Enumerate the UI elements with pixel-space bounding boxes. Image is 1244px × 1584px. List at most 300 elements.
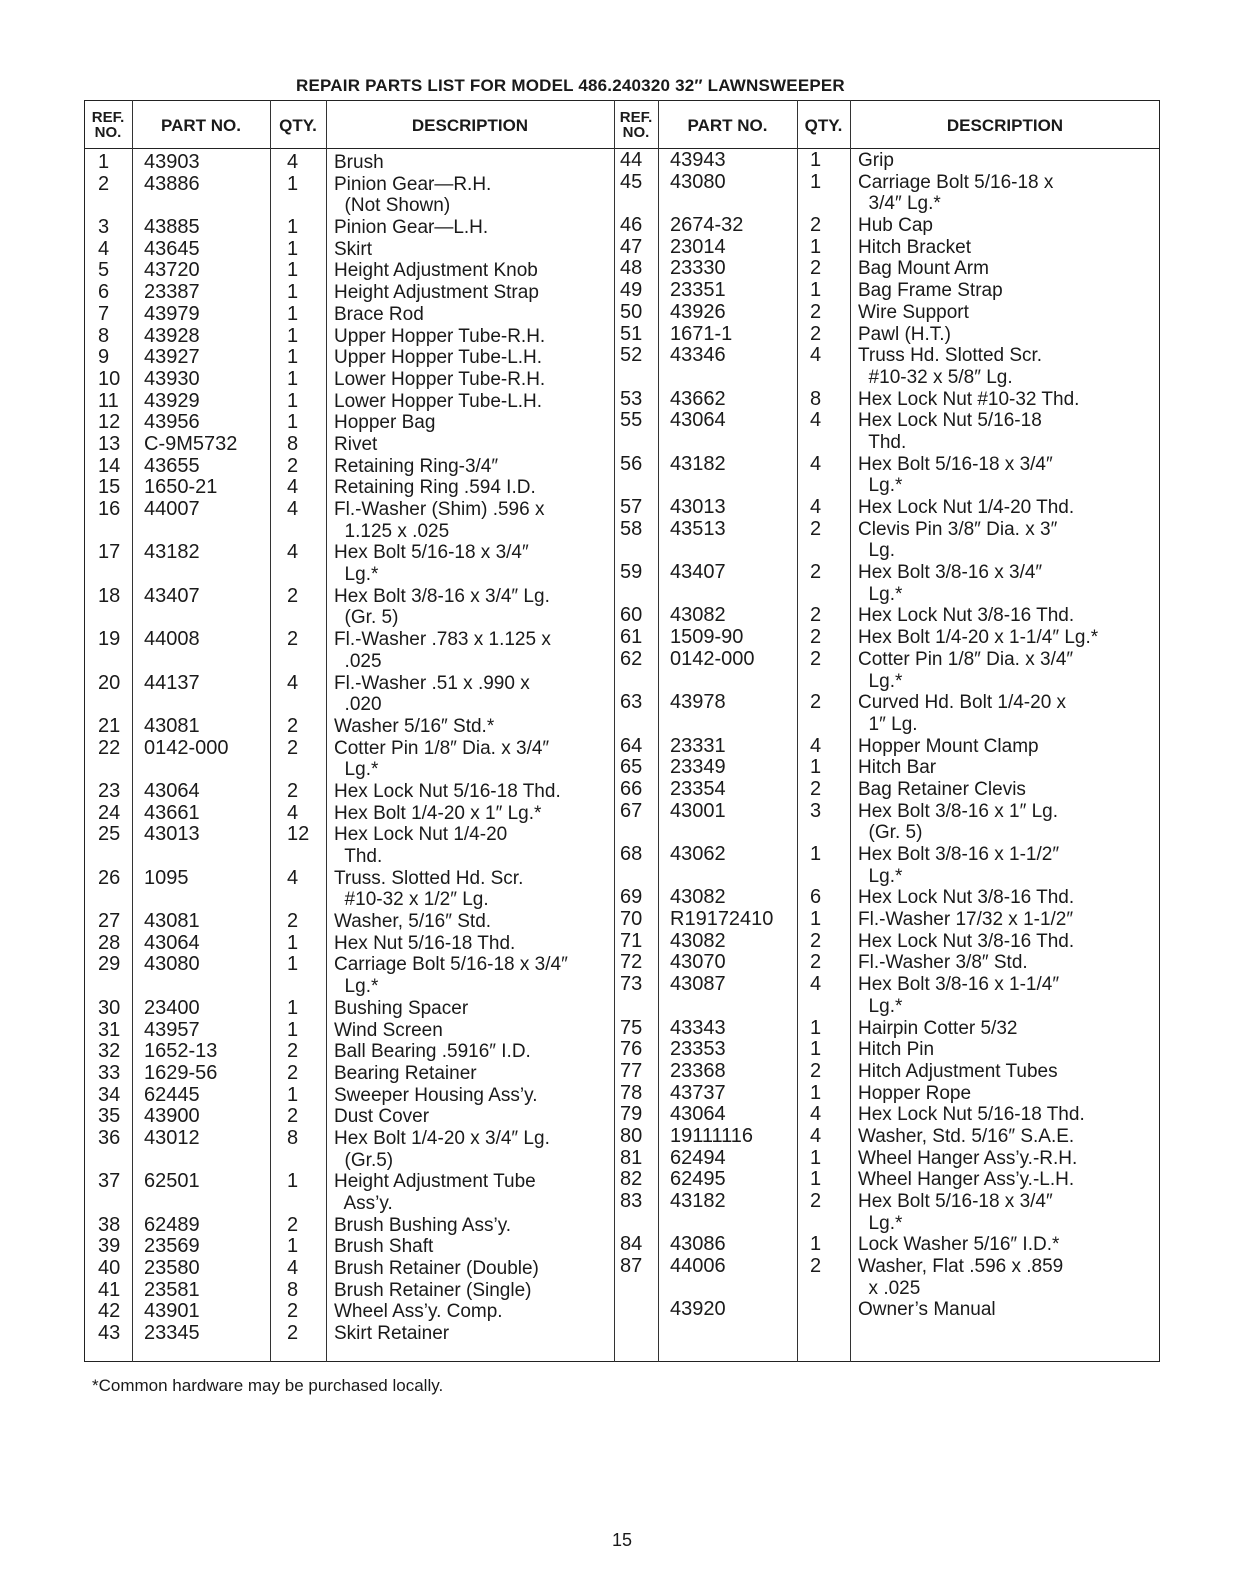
ref-number-cell: [98, 564, 120, 586]
description-cell: 1″ Lg.: [858, 713, 918, 735]
part-number-cell: 43978: [670, 691, 726, 714]
ref-number-cell: 75: [620, 1016, 643, 1039]
part-number-cell: 43062: [670, 843, 726, 865]
quantity-cell: 2: [810, 322, 822, 345]
quantity-cell: 2: [287, 910, 299, 933]
description-cell: (Gr. 5): [334, 607, 399, 629]
description-cell: Hairpin Cotter 5/32: [858, 1017, 1018, 1039]
ref-number-cell: 1: [98, 151, 110, 173]
quantity-cell: [287, 889, 309, 911]
description-cell: Clevis Pin 3/8″ Dia. x 3″: [858, 518, 1058, 540]
ref-number-cell: 82: [620, 1168, 643, 1191]
ref-number-cell: 29: [98, 953, 121, 976]
ref-number-cell: 60: [620, 604, 643, 627]
quantity-cell: 2: [810, 647, 822, 670]
description-cell: Brush Retainer (Double): [334, 1258, 539, 1280]
ref-number-cell: 76: [620, 1038, 643, 1061]
column-divider: [270, 100, 271, 1362]
description-cell: Hopper Mount Clamp: [858, 735, 1039, 757]
description-cell: Lg.*: [858, 670, 903, 692]
ref-number-cell: 12: [98, 411, 121, 434]
part-number-cell: 43661: [144, 801, 200, 824]
part-number-cell: 43407: [670, 561, 726, 584]
ref-number-cell: [620, 432, 642, 454]
part-number-cell: [670, 193, 773, 215]
ref-number-cell: 3: [98, 216, 110, 239]
part-number-cell: 43081: [144, 910, 200, 933]
quantity-cell: 2: [810, 1190, 822, 1212]
part-number-cell: 43645: [144, 237, 200, 260]
part-number-cell: [670, 367, 773, 389]
quantity-cell: 1: [810, 170, 822, 193]
quantity-cell: 1: [810, 149, 822, 171]
description-cell: Retaining Ring-3/4″: [334, 455, 499, 477]
part-number-cell: 43080: [670, 170, 726, 193]
description-cell: Wheel Hanger Ass’y.-L.H.: [858, 1169, 1075, 1191]
description-cell: Skirt Retainer: [334, 1323, 450, 1345]
ref-number-cell: 48: [620, 257, 643, 280]
part-number-cell: 62501: [144, 1170, 200, 1193]
quantity-cell: 2: [810, 777, 822, 800]
ref-number-cell: 77: [620, 1059, 643, 1082]
description-cell: Lg.*: [858, 995, 903, 1017]
quantity-cell: 4: [287, 498, 299, 520]
part-number-cell: [144, 521, 237, 543]
ref-number-cell: 78: [620, 1081, 643, 1104]
ref-number-cell: [620, 475, 642, 497]
description-cell: Hex Bolt 3/8-16 x 3/4″ Lg.: [334, 585, 550, 607]
part-number-cell: 23014: [670, 235, 726, 258]
ref-number-cell: 15: [98, 476, 121, 499]
part-number-cell: [670, 996, 773, 1018]
ref-number-cell: [620, 193, 642, 215]
ref-number-cell: 10: [98, 367, 121, 390]
ref-number-cell: 81: [620, 1146, 643, 1169]
description-cell: Wind Screen: [334, 1019, 443, 1041]
ref-number-cell: [98, 1150, 120, 1172]
description-cell: Hex Lock Nut 5/16-18 Thd.: [334, 780, 561, 802]
description-cell: .020: [334, 694, 382, 716]
description-cell: Hopper Bag: [334, 412, 436, 434]
part-number-cell: 62495: [670, 1168, 726, 1191]
column-divider: [850, 100, 851, 1362]
quantity-cell: 1: [810, 908, 822, 931]
ref-number-cell: 9: [98, 346, 110, 369]
quantity-cell: 2: [287, 779, 299, 802]
part-number-cell: 43080: [144, 953, 200, 976]
quantity-cell: 6: [810, 886, 822, 909]
description-cell: Brush: [334, 152, 384, 173]
ref-number-cell: [620, 1278, 642, 1300]
part-number-cell: 43886: [144, 172, 200, 195]
description-cell: Washer, 5/16″ Std.: [334, 911, 492, 933]
ref-number-cell: 58: [620, 517, 643, 540]
part-number-cell: 23354: [670, 777, 726, 800]
quantity-cell: 2: [810, 604, 822, 627]
description-cell: (Not Shown): [334, 195, 451, 217]
part-number-cell: 1671-1: [670, 322, 733, 345]
quantity-cell: 1: [810, 1146, 822, 1169]
description-cell: Wheel Ass’y. Comp.: [334, 1301, 503, 1323]
quantity-cell: [287, 976, 309, 998]
ref-number-cell: [620, 1299, 642, 1321]
ref-number-cell: [620, 671, 642, 693]
part-number-cell: 43930: [144, 367, 200, 390]
quantity-cell: [287, 759, 309, 781]
quantity-cell: 2: [810, 691, 822, 714]
part-number-cell: [144, 694, 237, 716]
part-number-cell: 44137: [144, 671, 200, 694]
ref-number-cell: [98, 694, 120, 716]
ref-number-cell: 52: [620, 344, 643, 367]
quantity-cell: 1: [287, 1018, 299, 1041]
ref-number-cell: 38: [98, 1213, 121, 1236]
description-cell: Curved Hd. Bolt 1/4-20 x: [858, 692, 1067, 714]
column-divider: [326, 100, 327, 1362]
header-qty: QTY.: [804, 115, 843, 135]
description-column: [334, 152, 568, 1345]
part-number-cell: [670, 714, 773, 736]
description-cell: Bag Retainer Clevis: [858, 778, 1026, 800]
quantity-cell: 2: [810, 1255, 822, 1278]
ref-number-cell: 23: [98, 779, 121, 802]
description-cell: Thd.: [334, 846, 383, 867]
part-number-cell: 44006: [670, 1255, 726, 1278]
description-cell: Pinion Gear—R.H.: [334, 173, 492, 195]
part-number-cell: [670, 866, 773, 888]
part-number-column: [670, 150, 773, 1321]
header-ref-no: REF. NO.: [91, 109, 125, 141]
description-cell: Hex Bolt 5/16-18 x 3/4″: [858, 1191, 1053, 1212]
ref-number-cell: 36: [98, 1126, 121, 1149]
quantity-cell: 1: [287, 237, 299, 260]
part-number-cell: 23368: [670, 1059, 726, 1082]
ref-number-cell: 7: [98, 302, 110, 325]
description-cell: Hex Bolt 1/4-20 x 1-1/4″ Lg.*: [858, 627, 1099, 649]
part-number-cell: 43900: [144, 1105, 200, 1128]
ref-number-cell: [620, 1213, 642, 1235]
quantity-cell: [287, 607, 309, 629]
part-number-cell: 43064: [144, 931, 200, 954]
quantity-cell: [810, 367, 821, 389]
description-cell: Rivet: [334, 433, 378, 455]
ref-number-cell: 56: [620, 452, 643, 475]
description-cell: Lg.*: [858, 865, 903, 887]
part-number-cell: 44007: [144, 498, 200, 520]
part-number-cell: C-9M5732: [144, 432, 238, 455]
description-cell: Bag Frame Strap: [858, 280, 1003, 302]
part-number-column: [144, 152, 237, 1345]
ref-number-cell: 35: [98, 1105, 121, 1128]
part-number-cell: 62489: [144, 1213, 200, 1236]
description-cell: Carriage Bolt 5/16-18 x 3/4″: [334, 954, 568, 976]
quantity-cell: 1: [810, 1081, 822, 1104]
quantity-column: [810, 150, 821, 1321]
column-divider: [132, 100, 133, 1362]
description-cell: Thd.: [858, 431, 907, 453]
header-description: DESCRIPTION: [411, 115, 529, 135]
quantity-cell: [810, 866, 821, 888]
quantity-cell: 4: [810, 734, 822, 757]
part-number-cell: 1650-21: [144, 476, 218, 499]
description-cell: Lg.*: [334, 564, 379, 586]
description-cell: Hopper Rope: [858, 1082, 972, 1104]
ref-number-cell: 33: [98, 1061, 121, 1084]
quantity-cell: 2: [810, 626, 822, 649]
quantity-cell: [287, 694, 309, 716]
ref-number-cell: 44: [620, 149, 643, 171]
description-cell: Height Adjustment Tube: [334, 1171, 536, 1193]
ref-number-cell: [620, 996, 642, 1018]
description-cell: .025: [334, 650, 382, 672]
page-title: REPAIR PARTS LIST FOR MODEL 486.240320 32″ LAWNSWEEPER: [296, 76, 845, 95]
quantity-cell: 12: [287, 823, 310, 846]
part-number-cell: 23580: [144, 1257, 200, 1280]
ref-number-cell: 57: [620, 496, 643, 518]
part-number-cell: [144, 607, 237, 629]
part-number-cell: 43013: [670, 496, 726, 518]
description-cell: Fl.-Washer 3/8″ Std.: [858, 952, 1028, 974]
ref-number-cell: [620, 822, 642, 844]
description-cell: Hex Bolt 5/16-18 x 3/4″: [334, 542, 529, 564]
part-number-cell: 43012: [144, 1126, 200, 1149]
description-cell: (Gr.5): [334, 1149, 394, 1171]
part-number-cell: 43182: [144, 541, 200, 564]
part-number-cell: 43927: [144, 346, 200, 369]
ref-number-cell: 66: [620, 777, 643, 800]
part-number-cell: 43929: [144, 389, 200, 412]
quantity-cell: 1: [287, 346, 299, 369]
part-number-cell: [670, 475, 773, 497]
quantity-cell: [810, 432, 821, 454]
description-cell: Hex Lock Nut 5/16-18: [858, 410, 1042, 432]
part-number-cell: 23330: [670, 257, 726, 280]
quantity-cell: 1: [287, 324, 299, 347]
header-part-no: PART NO.: [687, 115, 768, 135]
ref-number-cell: 45: [620, 170, 643, 193]
part-number-cell: [670, 671, 773, 693]
quantity-cell: 2: [810, 561, 822, 584]
description-cell: Washer 5/16″ Std.*: [334, 715, 495, 737]
description-cell: Height Adjustment Knob: [334, 260, 538, 282]
quantity-cell: 4: [810, 452, 822, 475]
part-number-cell: 23581: [144, 1278, 200, 1301]
header-qty: QTY.: [279, 115, 317, 135]
part-number-cell: 44008: [144, 628, 200, 651]
quantity-cell: [810, 193, 821, 215]
quantity-cell: 1: [287, 259, 299, 282]
footnote: *Common hardware may be purchased locally.: [92, 1376, 444, 1395]
quantity-cell: [810, 714, 821, 736]
description-cell: 3/4″ Lg.*: [858, 193, 941, 215]
description-cell: Hitch Bar: [858, 757, 937, 779]
ref-number-cell: 27: [98, 910, 121, 933]
part-number-cell: 43662: [670, 387, 726, 410]
quantity-cell: 3: [810, 799, 822, 822]
ref-number-cell: 46: [620, 214, 643, 237]
part-number-cell: 43082: [670, 604, 726, 627]
description-cell: Washer, Std. 5/16″ S.A.E.: [858, 1125, 1075, 1147]
ref-number-cell: 32: [98, 1040, 121, 1063]
part-number-cell: 19111116: [670, 1124, 754, 1147]
part-number-cell: 1652-13: [144, 1040, 218, 1063]
quantity-cell: [287, 521, 309, 543]
part-number-cell: 23387: [144, 281, 200, 304]
description-cell: Hex Lock Nut 5/16-18 Thd.: [858, 1104, 1085, 1126]
description-cell: Hex Lock Nut 3/8-16 Thd.: [858, 930, 1075, 952]
part-number-cell: [144, 1150, 237, 1172]
quantity-cell: 1: [810, 279, 822, 302]
part-number-cell: 43737: [670, 1081, 726, 1104]
ref-number-cell: 14: [98, 454, 121, 477]
description-cell: Hex Lock Nut #10-32 Thd.: [858, 388, 1080, 410]
part-number-cell: [670, 1278, 773, 1300]
part-number-cell: 2674-32: [670, 214, 744, 237]
ref-number-cell: 87: [620, 1255, 643, 1278]
part-number-cell: 43087: [670, 973, 726, 996]
part-number-cell: 23353: [670, 1038, 726, 1061]
description-cell: Height Adjustment Strap: [334, 282, 539, 304]
quantity-cell: 4: [287, 541, 299, 564]
description-cell: Brush Shaft: [334, 1236, 434, 1258]
description-cell: Lg.*: [334, 759, 379, 781]
part-number-cell: 43513: [670, 517, 726, 540]
part-number-cell: 43885: [144, 216, 200, 239]
ref-number-cell: 39: [98, 1235, 121, 1258]
ref-column: [98, 152, 120, 1345]
ref-number-cell: 2: [98, 172, 110, 195]
quantity-cell: [287, 195, 309, 217]
quantity-cell: [810, 475, 821, 497]
description-cell: Brace Rod: [334, 303, 424, 325]
description-cell: Bag Mount Arm: [858, 258, 989, 280]
description-cell: Hex Bolt 1/4-20 x 1″ Lg.*: [334, 802, 542, 824]
ref-number-cell: [98, 759, 120, 781]
quantity-cell: 1: [287, 389, 299, 412]
part-number-cell: [670, 432, 773, 454]
quantity-cell: 4: [287, 866, 299, 889]
quantity-cell: 4: [810, 1103, 822, 1126]
quantity-cell: 4: [810, 1124, 822, 1147]
column-divider: [797, 100, 798, 1362]
description-cell: Bearing Retainer: [334, 1062, 477, 1084]
ref-number-cell: [620, 367, 642, 389]
description-cell: Lg.: [858, 540, 895, 562]
quantity-cell: 2: [810, 257, 822, 280]
ref-number-cell: 80: [620, 1124, 643, 1147]
quantity-cell: 1: [810, 1168, 822, 1191]
quantity-cell: 4: [810, 409, 822, 432]
header-ref-no: REF. NO.: [619, 109, 653, 141]
column-divider: [658, 100, 659, 1362]
quantity-cell: 4: [287, 476, 299, 499]
part-number-cell: 43655: [144, 454, 200, 477]
ref-number-cell: 55: [620, 409, 643, 432]
quantity-cell: [810, 822, 821, 844]
quantity-cell: 1: [287, 1170, 299, 1193]
quantity-cell: 8: [287, 432, 299, 455]
ref-number-cell: 42: [98, 1300, 121, 1323]
description-cell: Hex Lock Nut 1/4-20 Thd.: [858, 497, 1075, 518]
description-cell: #10-32 x 5/8″ Lg.: [858, 366, 1013, 388]
ref-number-cell: 51: [620, 322, 643, 345]
description-cell: (Gr. 5): [858, 822, 923, 844]
description-cell: Fl.-Washer .783 x 1.125 x: [334, 629, 551, 651]
quantity-cell: 2: [810, 929, 822, 952]
ref-number-cell: 72: [620, 951, 643, 974]
part-number-cell: [144, 1193, 237, 1215]
ref-number-cell: 28: [98, 931, 121, 954]
ref-number-cell: 70: [620, 908, 643, 931]
part-number-cell: [144, 976, 237, 998]
ref-number-cell: 4: [98, 237, 110, 260]
quantity-cell: 4: [287, 151, 299, 173]
quantity-cell: [810, 671, 821, 693]
quantity-cell: [287, 564, 309, 586]
quantity-cell: 1: [810, 1038, 822, 1061]
quantity-cell: 2: [810, 1059, 822, 1082]
description-cell: Brush Bushing Ass’y.: [334, 1214, 512, 1236]
ref-number-cell: 20: [98, 671, 121, 694]
ref-number-cell: 59: [620, 561, 643, 584]
ref-number-cell: [98, 607, 120, 629]
ref-number-cell: 22: [98, 736, 121, 759]
quantity-cell: 2: [287, 714, 299, 737]
part-number-cell: 43957: [144, 1018, 200, 1041]
description-cell: Pawl (H.T.): [858, 323, 951, 345]
quantity-cell: 4: [810, 344, 822, 367]
quantity-cell: 2: [287, 454, 299, 477]
part-number-cell: 43903: [144, 151, 200, 173]
quantity-cell: 1: [287, 953, 299, 976]
ref-number-cell: 26: [98, 866, 121, 889]
description-cell: #10-32 x 1/2″ Lg.: [334, 889, 489, 911]
part-number-cell: 1509-90: [670, 626, 744, 649]
ref-number-cell: 49: [620, 279, 643, 302]
ref-number-cell: 18: [98, 584, 121, 607]
ref-number-cell: [98, 195, 120, 217]
ref-number-cell: [98, 846, 120, 868]
quantity-cell: 2: [810, 300, 822, 323]
ref-number-cell: [620, 540, 642, 562]
part-number-cell: 43082: [670, 929, 726, 952]
part-number-cell: 23400: [144, 996, 200, 1019]
part-number-cell: [144, 846, 237, 868]
quantity-cell: 2: [287, 1213, 299, 1236]
description-cell: Hex Nut 5/16-18 Thd.: [334, 932, 516, 954]
ref-number-cell: [98, 976, 120, 998]
ref-number-cell: 79: [620, 1103, 643, 1126]
part-number-cell: [670, 822, 773, 844]
quantity-cell: 8: [287, 1126, 299, 1149]
part-number-cell: R19172410: [670, 908, 774, 931]
column-divider: [614, 100, 615, 1362]
description-cell: Dust Cover: [334, 1106, 430, 1128]
ref-number-cell: 41: [98, 1278, 121, 1301]
ref-number-cell: 84: [620, 1233, 643, 1256]
part-number-cell: [144, 889, 237, 911]
part-number-cell: 43407: [144, 584, 200, 607]
description-cell: Sweeper Housing Ass’y.: [334, 1084, 538, 1106]
quantity-cell: 1: [810, 1016, 822, 1039]
quantity-cell: 2: [810, 517, 822, 540]
description-cell: Grip: [858, 150, 894, 171]
description-cell: Carriage Bolt 5/16-18 x: [858, 171, 1054, 193]
quantity-cell: 2: [287, 1105, 299, 1128]
ref-number-cell: 64: [620, 734, 643, 757]
description-cell: Cotter Pin 1/8″ Dia. x 3/4″: [858, 648, 1074, 670]
ref-number-cell: 6: [98, 281, 110, 304]
